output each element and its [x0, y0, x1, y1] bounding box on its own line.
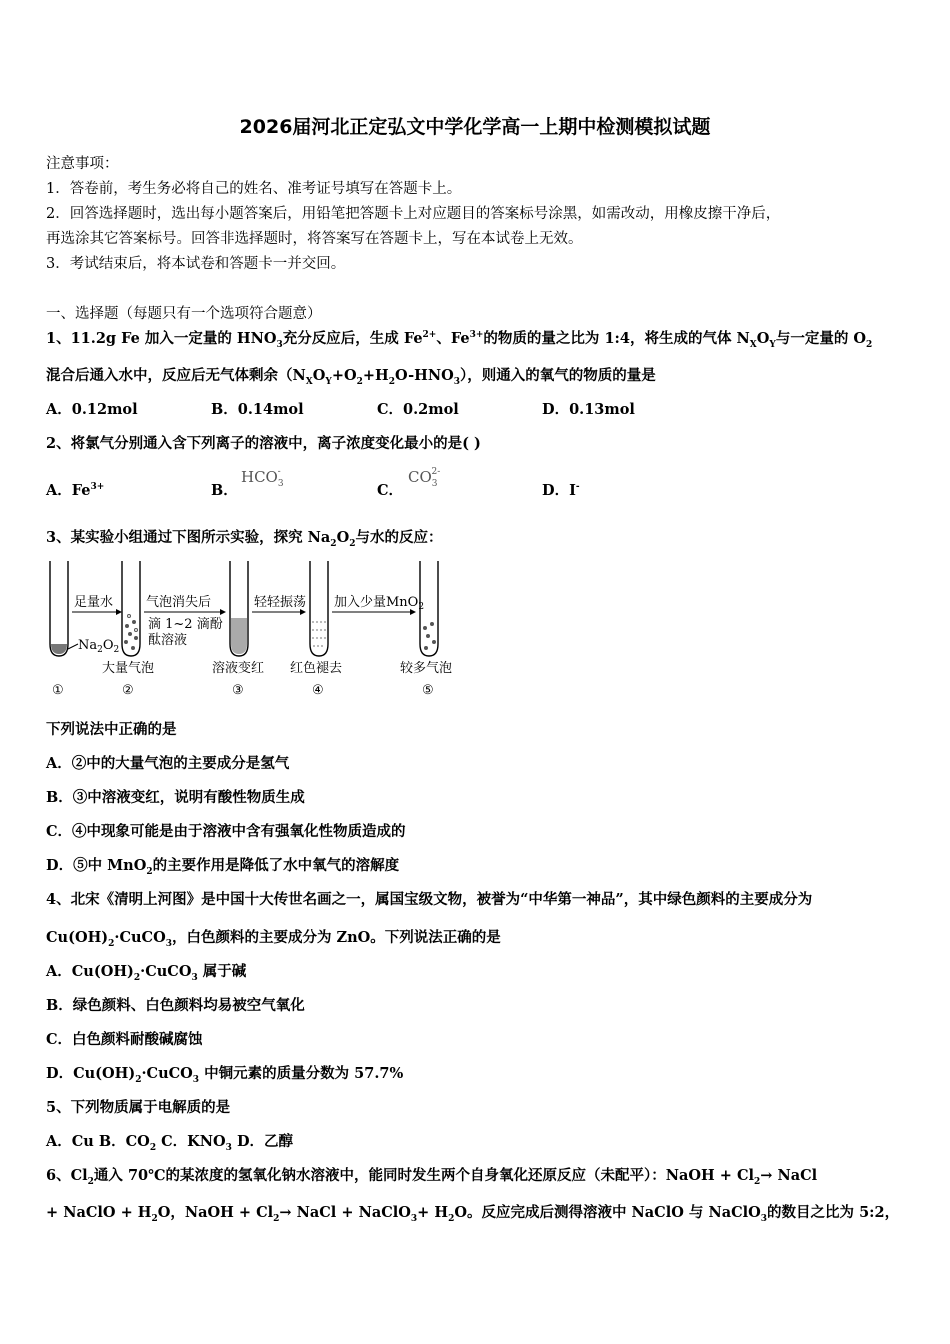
q3-question: 下列说法中正确的是 [46, 721, 177, 738]
tube5-number: ⑤ [422, 683, 434, 698]
q2-option-d: D．I- [542, 482, 580, 499]
tube1-number: ① [52, 683, 64, 698]
q4-stem-line1: 4、北宋《清明上河图》是中国十大传世名画之一，属国宝级文物，被誉为“中华第一神品”，其中绿色颜料的主要成分为 [46, 891, 813, 908]
step4-label: 加入少量MnO$_2$ [334, 595, 425, 612]
notice-item-3: 3．考试结束后，将本试卷和答题卡一并交回。 [46, 256, 346, 272]
tube5-caption: 较多气泡 [400, 661, 453, 676]
q1-option-c: C．0.2mol [377, 401, 459, 418]
tube3-caption: 溶液变红 [212, 661, 265, 676]
q3-stem: 3、某实验小组通过下图所示实验，探究 $Na_2O_2$与水的反应： [46, 529, 443, 549]
notice-item-1: 1．答卷前，考生务必将自己的姓名、准考证号填写在答题卡上。 [46, 181, 462, 197]
q4-option-c: C．白色颜料耐酸碱腐蚀 [46, 1031, 203, 1048]
q2-option-c: C． [377, 482, 404, 499]
q2-option-b: B． [211, 482, 238, 499]
q2-option-b-formula: $HCO_3^-$ [241, 467, 284, 489]
q1-stem-line1: 1、11.2g Fe 加入一定量的 $HNO_3$充分反应后，生成 $Fe^{2+}$、$Fe^{3+}$的物质的量之比为 1:4，将生成的气体 $N_XO_Y$与一定量的 $O_2$ [46, 330, 873, 350]
q5-options: A．Cu B．$CO_2$ C．$KNO_3$ D．乙醇 [46, 1133, 294, 1153]
tube3-number: ③ [232, 683, 244, 698]
q2-option-a: A．$Fe^{3+}$ [46, 482, 105, 499]
q3-option-b: B．③中溶液变红，说明有酸性物质生成 [46, 789, 305, 806]
q4-option-a: A．$Cu(OH)_2\cdot CuCO_3$ 属于碱 [46, 963, 247, 983]
step2-label-b: 滴 1~2 滴酚 [148, 617, 223, 632]
step1-label: 足量水 [74, 595, 114, 610]
page-title: 2026届河北正定弘文中学化学高一上期中检测模拟试题 [239, 116, 711, 138]
test-tube-3 [230, 561, 248, 656]
step2-label-a: 气泡消失后 [146, 595, 212, 610]
section-heading: 一、选择题（每题只有一个选项符合题意） [46, 306, 322, 322]
tube2-caption: 大量气泡 [102, 661, 155, 676]
q1-option-a: A．0.12mol [46, 401, 138, 418]
test-tube-4 [310, 561, 328, 656]
tube4-caption: 红色褪去 [290, 661, 343, 676]
q3-option-c: C．④中现象可能是由于溶液中含有强氧化性物质造成的 [46, 823, 406, 840]
q4-option-b: B．绿色颜料、白色颜料均易被空气氧化 [46, 997, 305, 1014]
q1-option-b: B．0.14mol [211, 401, 304, 418]
q3-option-d: D．⑤中 MnO$_2$的主要作用是降低了水中氧气的溶解度 [46, 857, 400, 877]
q6-stem-line1: 6、$Cl_2$通入 70℃的某浓度的氢氧化钠水溶液中，能同时发生两个自身氧化还原反应（未配平）：NaOH + $Cl_2\to$ NaCl [46, 1167, 818, 1187]
experiment-diagram [44, 556, 474, 701]
tube2-number: ② [122, 683, 134, 698]
notice-heading: 注意事项： [46, 156, 119, 172]
q6-stem-line2: + NaClO + $H_2O$，NaOH + $Cl_2\to$ NaCl + NaClO$_3$+ $H_2O$。反应完成后测得溶液中 NaClO 与 NaClO$_3$的数目之比为 5:2， [46, 1204, 900, 1224]
q4-stem-line2: $Cu(OH)_2\cdot CuCO_3$，白色颜料的主要成分为 ZnO。下列说法正确的是 [46, 929, 501, 949]
q1-option-d: D．0.13mol [542, 401, 635, 418]
q3-option-a: A．②中的大量气泡的主要成分是氢气 [46, 755, 290, 772]
step2-label-c: 酞溶液 [148, 633, 188, 648]
test-tube-1 [50, 561, 68, 656]
notice-item-2-cont: 再选涂其它答案标号。回答非选择题时，将答案写在答题卡上，写在本试卷上无效。 [46, 231, 583, 247]
q2-option-c-formula: $CO_3^{2-}$ [408, 467, 441, 489]
q1-stem-line2: 混合后通入水中，反应后无气体剩余$(N_XO_Y+O_2+H_2O-HNO_3)$，则通入的氧气的物质的量是 [46, 367, 656, 387]
tube4-number: ④ [312, 683, 324, 698]
step3-label: 轻轻振荡 [254, 595, 307, 610]
q2-stem: 2、将氯气分别通入含下列离子的溶液中，离子浓度变化最小的是( ) [46, 435, 481, 452]
reagent-label: $Na_2O_2$ [78, 638, 120, 655]
notice-item-2: 2．回答选择题时，选出每小题答案后，用铅笔把答题卡上对应题目的答案标号涂黑，如需改动，用橡皮擦干净后， [46, 206, 781, 222]
q5-stem: 5、下列物质属于电解质的是 [46, 1099, 231, 1116]
test-tube-2 [122, 561, 140, 656]
q4-option-d: D．$Cu(OH)_2\cdot CuCO_3$ 中铜元素的质量分数为 57.7% [46, 1065, 404, 1085]
